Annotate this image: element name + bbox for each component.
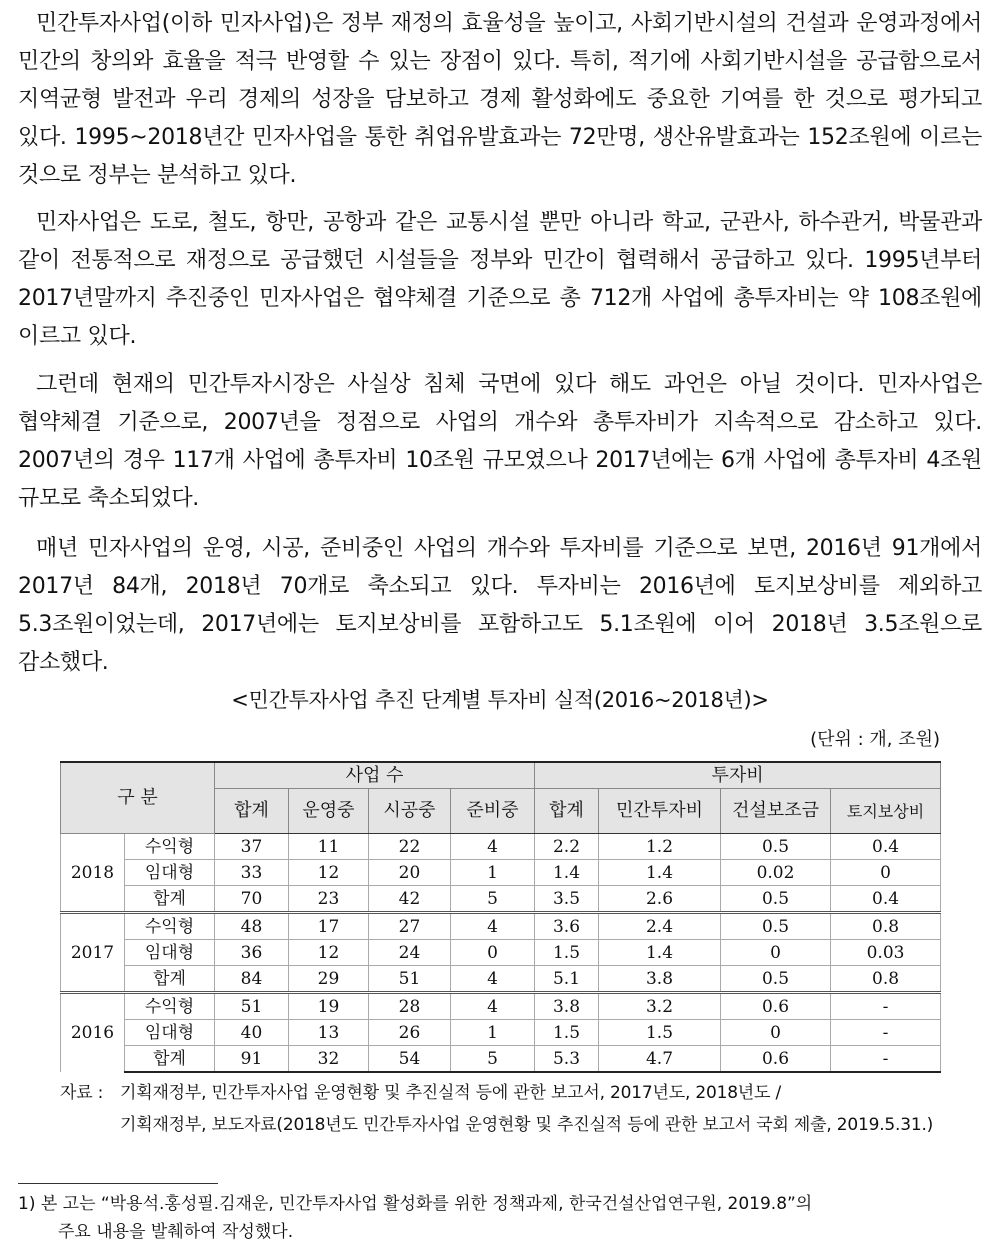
table-cell: 11 — [289, 834, 369, 860]
table-cell: 28 — [369, 993, 451, 1020]
table-caption: <민간투자사업 추진 단계별 투자비 실적(2016~2018년)> — [231, 688, 769, 712]
table-cell: 5 — [451, 886, 535, 913]
table-cell: 1.2 — [599, 834, 721, 860]
footnote-line-1: 1) 본 고는 “박용석.홍성필.김재운, 민간투자사업 활성화를 위한 정책과제, 한국건설산업연구원, 2019.8”의 — [18, 1194, 813, 1214]
table-cell: 24 — [369, 940, 451, 966]
table-cell: 1.4 — [535, 860, 599, 886]
source-line-1: 기획재정부, 민간투자사업 운영현황 및 추진실적 등에 관한 보고서, 2017년도, 2018년도 / — [120, 1083, 781, 1103]
source-label: 자료 : — [60, 1083, 104, 1103]
table-cell: 48 — [215, 913, 289, 940]
table-cell: 0.5 — [721, 886, 831, 913]
row-type: 수익형 — [125, 993, 215, 1020]
table-cell: 5.1 — [535, 966, 599, 993]
table-cell: 1 — [451, 860, 535, 886]
table-cell: 84 — [215, 966, 289, 993]
table-cell: 51 — [215, 993, 289, 1020]
table-cell: 17 — [289, 913, 369, 940]
table-row — [61, 940, 941, 966]
table-cell: 1.4 — [599, 860, 721, 886]
subheader-invest-total: 합계 — [535, 789, 599, 834]
header-group-invest: 투자비 — [535, 762, 941, 789]
table-cell: 13 — [289, 1020, 369, 1046]
table-cell: 0 — [721, 940, 831, 966]
table-unit: (단위 : 개, 조원) — [810, 729, 940, 750]
table-cell: 2.2 — [535, 834, 599, 860]
table-cell: 19 — [289, 993, 369, 1020]
paragraph-3-text: 그런데 현재의 민간투자시장은 사실상 침체 국면에 있다 해도 과언은 아닐 것이다. 민자사업은 협약체결 기준으로, 2007년을 정점으로 사업의 개수와 총투자비가 지속적으로 감소하고 있다. 2007년의 경우 117개 사업에 총투자비 10조원 규모였으나 2017년에는 6개 사업에 총투자비 4조원 규모로 축소되었다. — [18, 372, 982, 511]
row-type: 합계 — [125, 966, 215, 993]
investment-table — [60, 761, 941, 1073]
table-cell: 0.6 — [721, 993, 831, 1020]
table-cell: 3.5 — [535, 886, 599, 913]
table-row — [61, 886, 941, 913]
table-cell: 0.5 — [721, 834, 831, 860]
footnote-divider — [18, 1183, 218, 1184]
table-cell: 20 — [369, 860, 451, 886]
table-cell: 0.8 — [831, 913, 941, 940]
source-line-2: 기획재정부, 보도자료(2018년도 민간투자사업 운영현황 및 추진실적 등에 관한 보고서 국회 제출, 2019.5.31.) — [120, 1115, 934, 1135]
table-cell: 1.5 — [535, 1020, 599, 1046]
row-type: 수익형 — [125, 834, 215, 860]
subheader-preparing: 준비중 — [451, 789, 535, 834]
table-cell: 70 — [215, 886, 289, 913]
header-group-count: 사업 수 — [215, 762, 535, 789]
paragraph-1-text: 민간투자사업(이하 민자사업)은 정부 재정의 효율성을 높이고, 사회기반시설의 건설과 운영과정에서 민간의 창의와 효율을 적극 반영할 수 있는 장점이 있다. 특히, 적기에 사회기반시설을 공급함으로서 지역균형 발전과 우리 경제의 성장을 담보하고 경제 활성화에도 중요한 기여를 한 것으로 평가되고 있다. 1995~2018년간 민자사업을 통한 취업유발효과는 72만명, 생산유발효과는 152조원에 이르는 것으로 정부는 분석하고 있다. — [18, 11, 982, 188]
paragraph-4 — [18, 530, 982, 682]
table-cell: 3.8 — [535, 993, 599, 1020]
table-cell: 42 — [369, 886, 451, 913]
year-cell: 2017 — [61, 913, 125, 993]
table-cell: - — [831, 1046, 941, 1073]
table-cell: 1.4 — [599, 940, 721, 966]
table-cell: 4 — [451, 993, 535, 1020]
year-cell: 2018 — [61, 834, 125, 913]
footnote-line-2: 주요 내용을 발췌하여 작성했다. — [58, 1222, 294, 1242]
table-cell: 40 — [215, 1020, 289, 1046]
table-cell: 0 — [451, 940, 535, 966]
paragraph-3 — [18, 366, 982, 518]
row-type: 임대형 — [125, 860, 215, 886]
table-cell: 0.4 — [831, 834, 941, 860]
paragraph-4-text: 매년 민자사업의 운영, 시공, 준비중인 사업의 개수와 투자비를 기준으로 보면, 2016년 91개에서 2017년 84개, 2018년 70개로 축소되고 있다. 투자비는 2016년에 토지보상비를 제외하고 5.3조원이었는데, 2017년에는 토지보상비를 포함하고도 5.1조원에 이어 2018년 3.5조원으로 감소했다. — [18, 536, 982, 675]
table-cell: 2.6 — [599, 886, 721, 913]
paragraph-1 — [18, 5, 982, 195]
table-row — [61, 860, 941, 886]
table-cell: 4.7 — [599, 1046, 721, 1073]
subheader-operating: 운영중 — [289, 789, 369, 834]
table-cell: 27 — [369, 913, 451, 940]
table-header-row-1 — [61, 762, 941, 789]
row-type: 임대형 — [125, 1020, 215, 1046]
table-cell: 51 — [369, 966, 451, 993]
table-cell: 23 — [289, 886, 369, 913]
table-cell: 0.5 — [721, 913, 831, 940]
table-cell: 3.2 — [599, 993, 721, 1020]
table-cell: 33 — [215, 860, 289, 886]
table-cell: 54 — [369, 1046, 451, 1073]
table-source — [60, 1077, 940, 1141]
year-cell: 2016 — [61, 993, 125, 1073]
table-cell: 0 — [721, 1020, 831, 1046]
table-cell: 0.6 — [721, 1046, 831, 1073]
table-cell: 36 — [215, 940, 289, 966]
table-cell: 1.5 — [599, 1020, 721, 1046]
subheader-private-invest: 민간투자비 — [599, 789, 721, 834]
table-row — [61, 1046, 941, 1073]
table-cell: 2.4 — [599, 913, 721, 940]
table-cell: 5.3 — [535, 1046, 599, 1073]
subheader-construction: 시공중 — [369, 789, 451, 834]
table-cell: 5 — [451, 1046, 535, 1073]
table-cell: 4 — [451, 834, 535, 860]
table-row — [61, 834, 941, 860]
table-cell: 0.8 — [831, 966, 941, 993]
table-cell: 3.8 — [599, 966, 721, 993]
table-cell: 12 — [289, 940, 369, 966]
table-cell: 3.6 — [535, 913, 599, 940]
subheader-land-compensation: 토지보상비 — [831, 789, 941, 834]
row-type: 합계 — [125, 1046, 215, 1073]
table-cell: 0.02 — [721, 860, 831, 886]
table-cell: 1.5 — [535, 940, 599, 966]
table-cell: 0.03 — [831, 940, 941, 966]
table-cell: 32 — [289, 1046, 369, 1073]
table-cell: 1 — [451, 1020, 535, 1046]
table-cell: 29 — [289, 966, 369, 993]
table-cell: 4 — [451, 913, 535, 940]
table-cell: 0.4 — [831, 886, 941, 913]
row-type: 합계 — [125, 886, 215, 913]
paragraph-2-text: 민자사업은 도로, 철도, 항만, 공항과 같은 교통시설 뿐만 아니라 학교, 군관사, 하수관거, 박물관과 같이 전통적으로 재정으로 공급했던 시설들을 정부와 민간이 협력해서 공급하고 있다. 1995년부터 2017년말까지 추진중인 민자사업은 협약체결 기준으로 총 712개 사업에 총투자비는 약 108조원에 이르고 있다. — [18, 210, 982, 349]
table-cell: 37 — [215, 834, 289, 860]
table-cell: 22 — [369, 834, 451, 860]
table-cell: 12 — [289, 860, 369, 886]
footnote — [18, 1190, 982, 1246]
subheader-construction-subsidy: 건설보조금 — [721, 789, 831, 834]
row-type: 수익형 — [125, 913, 215, 940]
table-cell: 0.5 — [721, 966, 831, 993]
table-cell: 0 — [831, 860, 941, 886]
header-category: 구 분 — [61, 762, 215, 834]
paragraph-2 — [18, 204, 982, 356]
table-row — [61, 1020, 941, 1046]
table-cell: 26 — [369, 1020, 451, 1046]
table-cell: - — [831, 993, 941, 1020]
table-row — [61, 993, 941, 1020]
table-row — [61, 966, 941, 993]
row-type: 임대형 — [125, 940, 215, 966]
table-cell: - — [831, 1020, 941, 1046]
subheader-count-total: 합계 — [215, 789, 289, 834]
table-cell: 91 — [215, 1046, 289, 1073]
table-row — [61, 913, 941, 940]
table-cell: 4 — [451, 966, 535, 993]
